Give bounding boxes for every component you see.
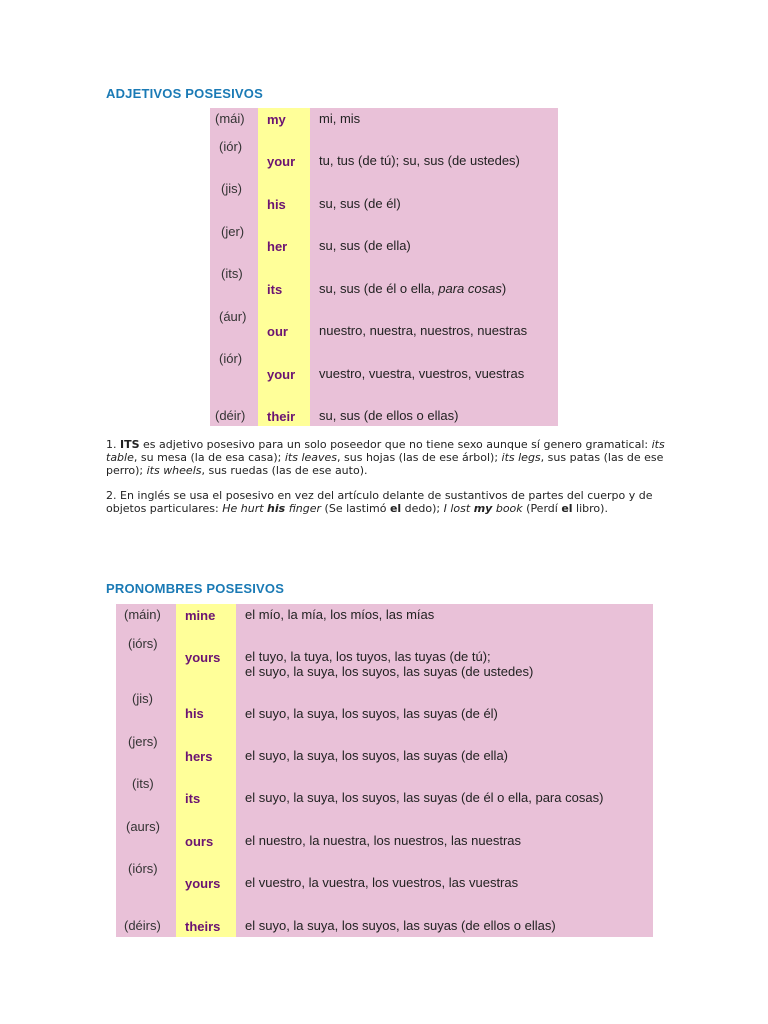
note-italic: its leaves [284,451,338,464]
table-row-word: their [267,409,296,424]
note-1 [106,438,666,477]
note-text: , sus patas (las de ese perro); [106,451,664,477]
note-text: (Se lastimó [321,502,390,515]
table-row-pron: (jer) [221,224,245,239]
note-2 [106,489,666,515]
table-row-word: our [267,324,288,339]
table-row-word: your [267,367,296,382]
table-row-meaning: el suyo, la suya, los suyos, las suyas (de ella) [245,748,509,763]
table-row-word: hers [185,749,213,764]
table-row-meaning: su, sus (de él) [319,196,401,211]
table-row-word: theirs [185,919,221,934]
meaning-text: su, sus (de él o ella, [319,281,439,296]
pronouns-pron-column [116,604,176,937]
table-row-pron: (déirs) [124,918,161,933]
table-row-meaning: el suyo, la suya, los suyos, las suyas (de él o ella, para cosas) [245,790,604,805]
note-italic: I lost [443,502,474,515]
table-row-meaning: vuestro, vuestra, vuestros, vuestras [319,366,525,381]
table-row-word: ours [185,834,214,849]
note-bold-italic: my [473,502,493,515]
note-italic: finger [285,502,322,515]
table-row-meaning: el mío, la mía, los míos, las mías [245,607,435,622]
pronouns-title: PRONOMBRES POSESIVOS [106,581,285,596]
table-row-meaning: mi, mis [319,111,361,126]
table-row-pron: (iórs) [128,636,158,651]
table-row-word: his [185,706,204,721]
table-row-word: your [267,154,296,169]
note-text: 1. [106,438,120,451]
table-row-meaning: el suyo, la suya, los suyos, las suyas (de él) [245,706,498,721]
adjectives-table [210,108,558,426]
table-row-pron: (its) [132,776,154,791]
table-row-pron: (its) [221,266,243,281]
note-italic: its wheels [146,464,202,477]
note-text: , su mesa (la de esa casa); [133,451,285,464]
table-row-meaning: el suyo, la suya, los suyos, las suyas (de ellos o ellas) [245,918,556,933]
table-row-meaning: el vuestro, la vuestra, los vuestros, las vuestras [245,875,519,890]
table-row-meaning: su, sus (de ellos o ellas) [319,408,459,423]
note-bold: el [389,502,402,515]
note-bold: el [561,502,573,515]
table-row-word: her [267,239,288,254]
table-row-pron: (iór) [219,139,243,154]
note-italic: He hurt [222,502,268,515]
note-text: , sus hojas (las de ese árbol); [337,451,502,464]
meaning-italic: para cosas [438,281,502,296]
table-row-meaning: el tuyo, la tuya, los tuyos, las tuyas (de tú); [245,649,491,664]
table-row-word: my [267,112,286,127]
note-text: dedo); [401,502,444,515]
note-italic: book [492,502,523,515]
note-italic: its legs [501,451,541,464]
note-text: , sus ruedas (las de ese auto). [201,464,368,477]
note-bold: ITS [120,438,140,451]
table-row-pron: (áur) [219,309,247,324]
notes [106,438,666,515]
note-text: 2. En inglés se usa el posesivo en vez del artículo delante de sustantivos de partes del cuerpo y de objetos particulares: [106,489,653,515]
table-row-word: mine [185,608,216,623]
table-row-pron: (jis) [221,181,242,196]
table-row-meaning [319,281,506,296]
note-text: (Perdí [522,502,562,515]
table-row-pron: (máin) [124,607,161,622]
table-row-word: its [267,282,283,297]
table-row-word: yours [185,650,221,665]
table-row-meaning: el nuestro, la nuestra, los nuestros, las nuestras [245,833,522,848]
table-row-pron: (iór) [219,351,243,366]
note-text: libro). [572,502,608,515]
meaning-tail: ) [501,281,507,296]
table-row-word: its [185,791,201,806]
table-row-pron: (mái) [215,111,245,126]
table-row-meaning-2: el suyo, la suya, los suyos, las suyas (de ustedes) [245,664,534,679]
table-row-pron: (déir) [215,408,246,423]
table-row-pron: (iórs) [128,861,158,876]
table-row-pron: (aurs) [126,819,160,834]
table-row-word: yours [185,876,221,891]
table-row-pron: (jers) [128,734,158,749]
table-row-meaning: su, sus (de ella) [319,238,411,253]
table-row-meaning: tu, tus (de tú); su, sus (de ustedes) [319,153,520,168]
pronouns-table [116,604,653,937]
note-bold-italic: his [267,502,286,515]
table-row-meaning: nuestro, nuestra, nuestros, nuestras [319,323,528,338]
note-text: es adjetivo posesivo para un solo poseedor que no tiene sexo aunque sí genero gramatical: [139,438,652,451]
note-italic: its table [106,438,665,464]
table-row-pron: (jis) [132,691,153,706]
adjectives-title: ADJETIVOS POSESIVOS [106,86,263,101]
table-row-word: his [267,197,286,212]
